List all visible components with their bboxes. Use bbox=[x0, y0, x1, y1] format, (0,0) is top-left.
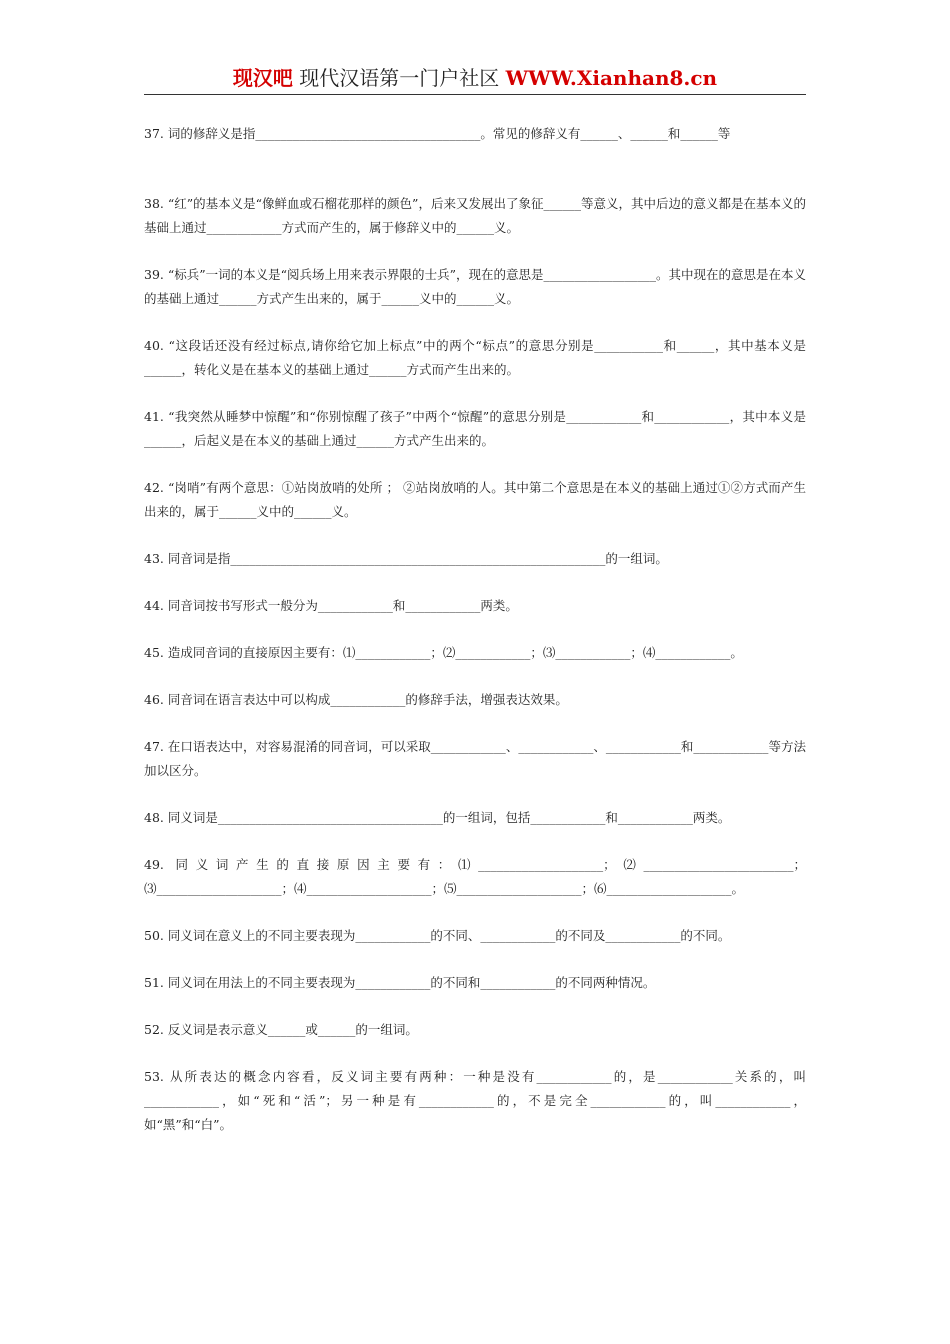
question-43: 43. 同音词是指____________________________________________________________的一组词。 bbox=[144, 551, 668, 566]
question-42: 42. “岗哨”有两个意思：①站岗放哨的处所 ； ②站岗放哨的人。其中第二个意思是在本义的基础上通过①②方式而产生出来的，属于______义中的______义。 bbox=[144, 480, 806, 519]
question-50: 50. 同义词在意义上的不同主要表现为____________的不同、____________的不同及____________的不同。 bbox=[144, 928, 731, 943]
question-44: 44. 同音词按书写形式一般分为____________和____________两类。 bbox=[144, 598, 518, 613]
question-49: 49. 同义词产生的直接原因主要有：⑴____________________；⑵________________________；⑶____________________；⑷____________________；⑸____________________；⑹____________________。 bbox=[144, 857, 806, 896]
header-slogan: 现代汉语第一门户社区 bbox=[299, 66, 500, 90]
question-53: 53. 从所表达的概念内容看，反义词主要有两种：一种是没有____________的，是____________关系的，叫____________，如“死和“活”；另一种是有____________的，不是完全____________的，叫____________，如“黑”和“白”。 bbox=[144, 1069, 806, 1132]
brand-name[interactable]: 现汉吧 bbox=[232, 66, 293, 90]
question-37: 37. 词的修辞义是指____________________________________。常见的修辞义有______、______和______等 bbox=[144, 126, 731, 141]
question-41: 41. “我突然从睡梦中惊醒”和“你别惊醒了孩子”中两个“惊醒”的意思分别是____________和____________，其中本义是______，后起义是在本义的基础上通过______方式产生出来的。 bbox=[144, 409, 806, 448]
question-47: 47. 在口语表达中，对容易混淆的同音词，可以采取____________、____________、____________和____________等方法加以区分。 bbox=[144, 739, 806, 778]
question-38: 38. “红”的基本义是“像鲜血或石榴花那样的颜色”，后来又发展出了象征______等意义，其中后边的意义都是在基本义的基础上通过____________方式而产生的，属于修辞义中的______义。 bbox=[144, 196, 806, 235]
site-url[interactable]: WWW.Xianhan8.cn bbox=[505, 66, 718, 90]
page-header bbox=[144, 62, 806, 95]
question-52: 52. 反义词是表示意义______或______的一组词。 bbox=[144, 1022, 418, 1037]
question-list bbox=[144, 122, 806, 1137]
question-51: 51. 同义词在用法上的不同主要表现为____________的不同和____________的不同两种情况。 bbox=[144, 975, 656, 990]
question-45: 45. 造成同音词的直接原因主要有：⑴____________；⑵____________；⑶____________；⑷____________。 bbox=[144, 645, 743, 660]
question-48: 48. 同义词是____________________________________的一组词，包括____________和____________两类。 bbox=[144, 810, 731, 825]
question-46: 46. 同音词在语言表达中可以构成____________的修辞手法，增强表达效果。 bbox=[144, 692, 568, 707]
question-39: 39. “标兵”一词的本义是“阅兵场上用来表示界限的士兵”，现在的意思是__________________。其中现在的意思是在本义的基础上通过______方式产生出来的，属于______义中的______义。 bbox=[144, 267, 806, 306]
question-40: 40. “这段话还没有经过标点,请你给它加上标点”中的两个“标点”的意思分别是___________和______，其中基本义是______，转化义是在基本义的基础上通过______方式而产生出来的。 bbox=[144, 338, 806, 377]
